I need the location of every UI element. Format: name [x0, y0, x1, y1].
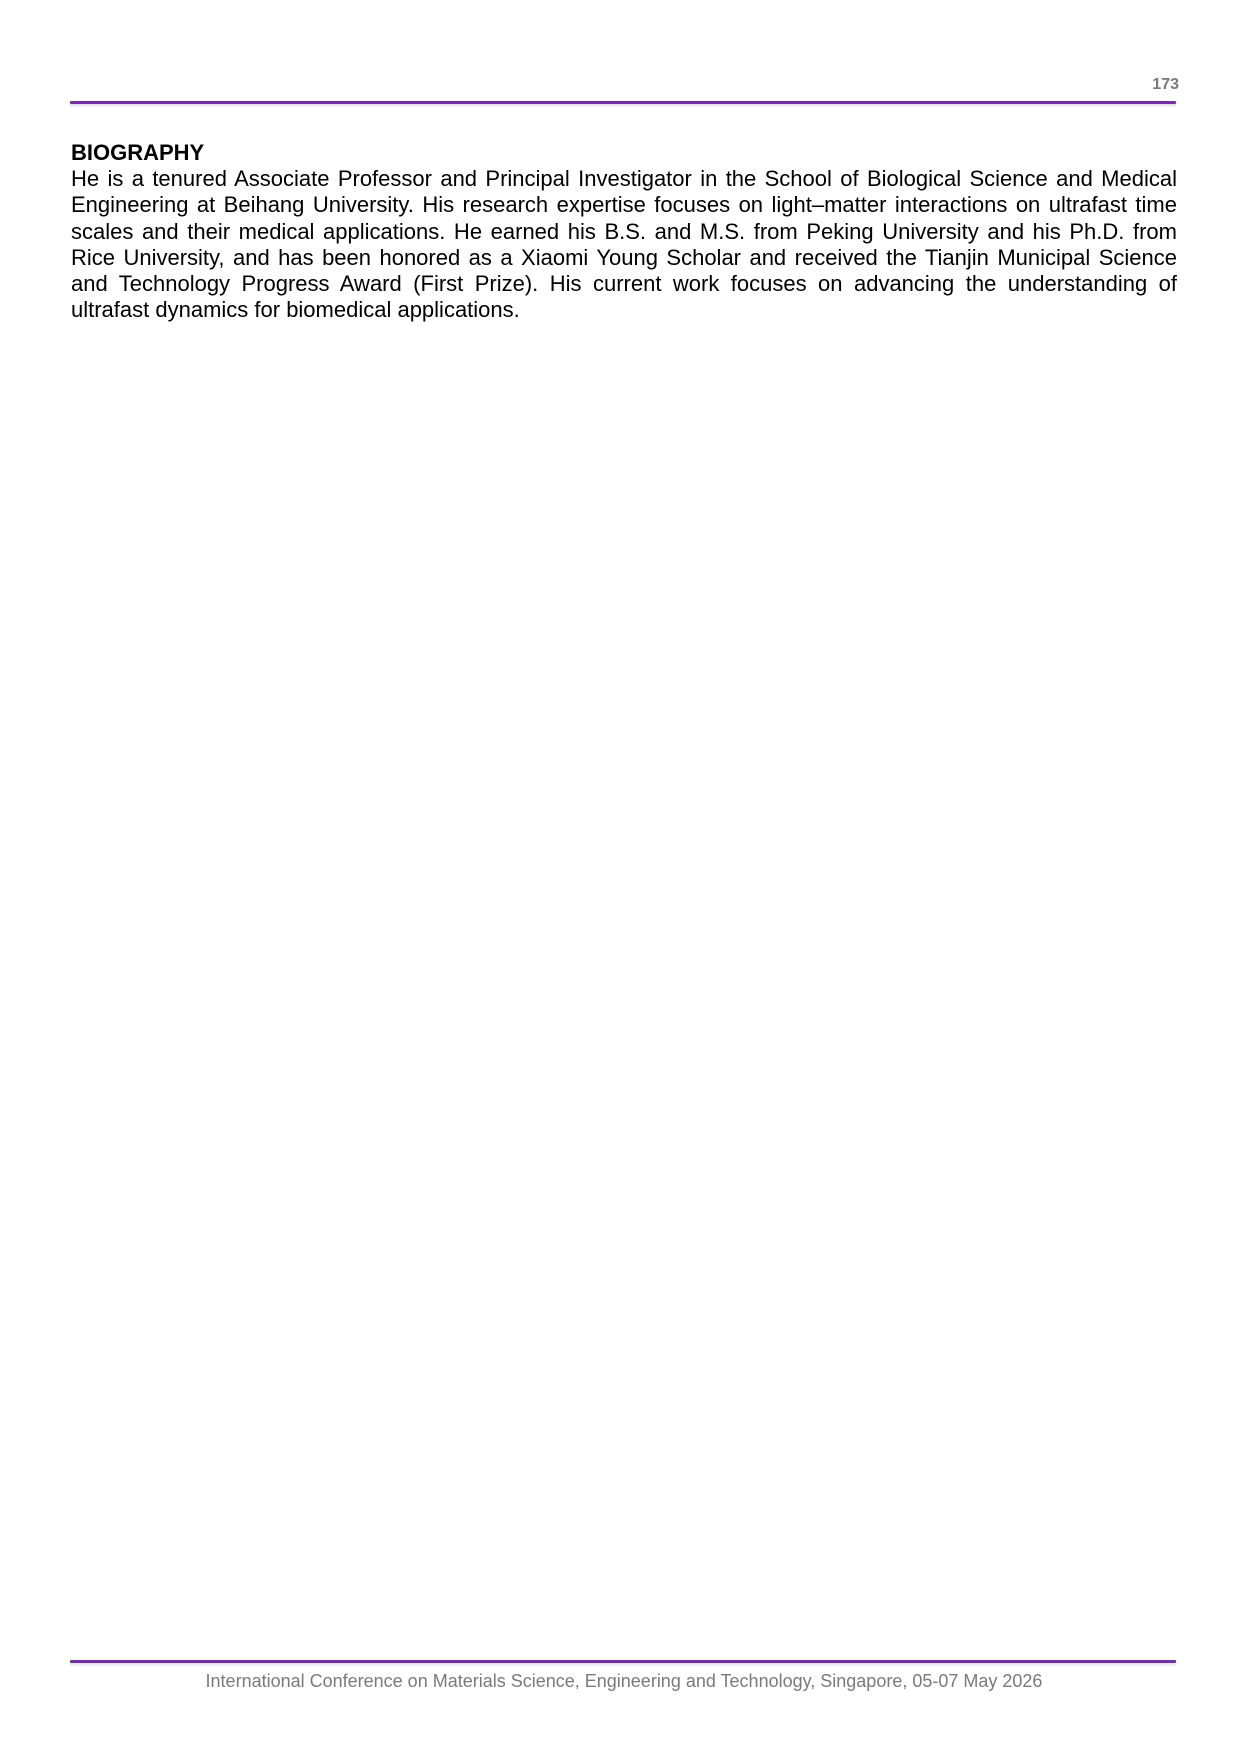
biography-heading: BIOGRAPHY [71, 140, 205, 165]
footer-divider-shadow [70, 1663, 1176, 1667]
page-number: 173 [1152, 76, 1179, 93]
header-divider-shadow [70, 104, 1176, 108]
biography-section [71, 140, 1177, 324]
biography-text: He is a tenured Associate Professor and Principal Investigator in the School of Biological Science and Medical Engineering at Beihang University. His research expertise focuses on light–matter interactions on ultrafast time scales and their medical applications. He earned his B.S. and M.S. from Peking University and his Ph.D. from Rice University, and has been honored as a Xiaomi Young Scholar and received the Tianjin Municipal Science and Technology Progress Award (First Prize). His current work focuses on advancing the understanding of ultrafast dynamics for biomedical applications. [71, 166, 1177, 323]
footer-text: International Conference on Materials Science, Engineering and Technology, Singapore, 05-07 May 2026 [205, 1671, 1043, 1691]
